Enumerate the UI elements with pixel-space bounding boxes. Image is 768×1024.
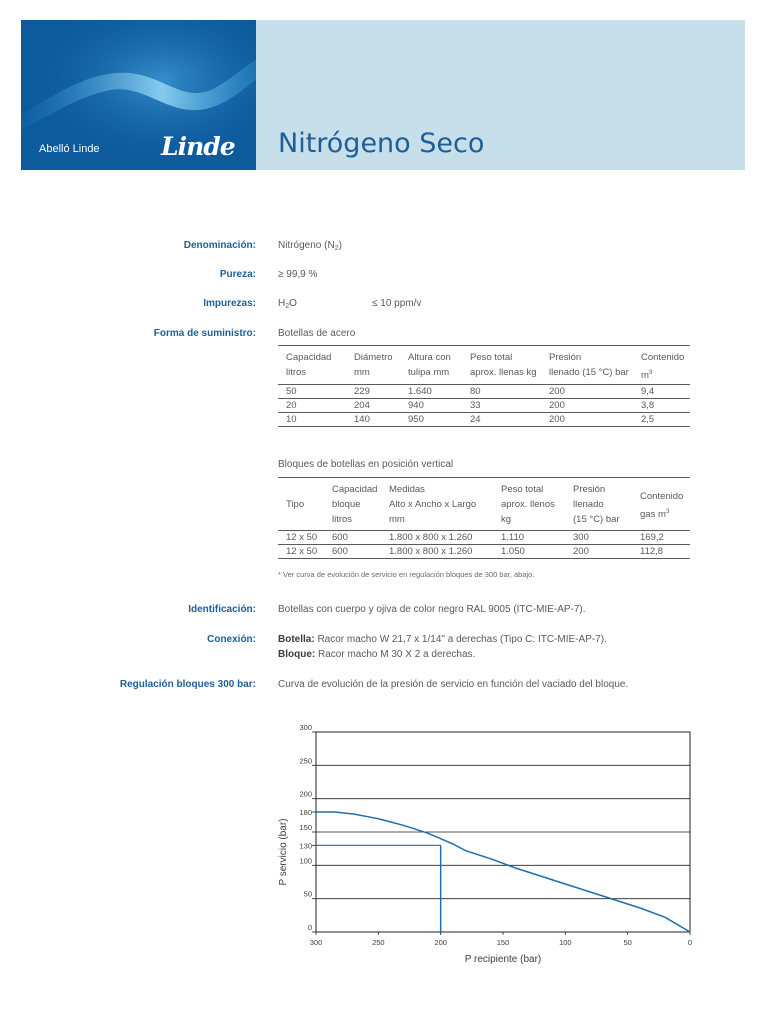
linde-logo: Linde xyxy=(161,132,235,161)
table-cell: 1.800 x 800 x 1.260 xyxy=(389,532,473,543)
y-tick-label: 100 xyxy=(299,856,312,866)
y-tick-label: 250 xyxy=(299,756,312,766)
table-row xyxy=(278,399,690,413)
bottles-header-cell: Peso total aprox. llenas kg xyxy=(470,352,537,378)
regulacion-value: Curva de evolución de la presión de servicio en función del vaciado del bloque. xyxy=(278,679,629,690)
table-cell: 112,8 xyxy=(640,546,664,557)
table-row xyxy=(278,413,690,427)
table-cell: 1.110 xyxy=(501,532,525,543)
x-tick-label: 300 xyxy=(309,938,323,947)
table-cell: 200 xyxy=(549,386,565,397)
table-cell: 24 xyxy=(470,414,481,425)
bottles-table-header xyxy=(278,345,690,385)
table-row xyxy=(278,545,690,559)
conexion-label: Conexión: xyxy=(207,634,256,645)
y-tick-label: 180 xyxy=(299,808,312,817)
table-cell: 1.800 x 800 x 1.260 xyxy=(389,546,473,557)
page-title: Nitrógeno Seco xyxy=(278,128,485,159)
bottles-header-cell: Contenido $m^3$ xyxy=(641,352,685,382)
brand-banner xyxy=(21,20,256,170)
table-cell: 204 xyxy=(354,400,370,411)
blocks-header-cell: Presión llenado (15 °C) bar xyxy=(573,484,620,525)
x-tick-label: 50 xyxy=(623,938,632,947)
y-axis-label: P servicio (bar) xyxy=(278,818,289,886)
y-tick-label: 300 xyxy=(299,723,312,732)
table-cell: 229 xyxy=(354,386,370,397)
table-cell: 1.050 xyxy=(501,546,525,557)
conexion-bloque: Bloque: Racor macho M 30 X 2 a derechas. xyxy=(278,649,476,660)
y-tick-label: 0 xyxy=(307,923,312,932)
footnote: * Ver curva de evolución de servicio en regulación bloques de 300 bar, abajo. xyxy=(278,570,535,579)
table-cell: 9,4 xyxy=(641,386,655,397)
table-cell: 600 xyxy=(332,532,348,543)
table-cell: 12 x 50 xyxy=(286,546,318,557)
blocks-title: Bloques de botellas en posición vertical xyxy=(278,459,454,470)
table-row xyxy=(278,385,690,399)
brand-name: Abelló Linde xyxy=(39,143,100,155)
blocks-header-cell: Contenido gas $m^3$ xyxy=(640,491,684,521)
table-cell: 200 xyxy=(549,414,565,425)
table-cell: 33 xyxy=(470,400,481,411)
x-tick-label: 200 xyxy=(434,938,447,947)
x-axis-label: P recipiente (bar) xyxy=(464,954,542,965)
blocks-header-cell: Capacidad bloque litros xyxy=(332,484,378,525)
denominacion-value: Nitrógeno $(N_2)$ xyxy=(278,240,342,252)
blocks-header-cell: Tipo xyxy=(286,499,305,510)
table-cell: 940 xyxy=(408,400,424,411)
y-tick-label: 200 xyxy=(299,789,312,799)
bottles-header-cell: Altura con tulipa mm xyxy=(408,352,451,378)
title-band xyxy=(256,20,745,170)
y-tick-label: 150 xyxy=(299,823,312,832)
table-cell: 1.640 xyxy=(408,386,432,397)
y-tick-label: 130 xyxy=(299,841,312,851)
impurezas-limit: ≤ 10 ppm/v xyxy=(372,298,422,309)
bottles-header-cell: Capacidad litros xyxy=(286,352,332,378)
table-cell: 80 xyxy=(470,386,481,397)
x-tick-label: 250 xyxy=(372,938,385,947)
table-cell: 300 xyxy=(573,532,589,543)
table-cell: 200 xyxy=(573,546,589,557)
table-cell: 950 xyxy=(408,414,424,425)
pureza-label: Pureza: xyxy=(219,269,256,280)
table-cell: 20 xyxy=(286,400,297,411)
table-cell: 10 xyxy=(286,414,297,425)
impurezas-compound: $H_2O$ xyxy=(278,298,297,310)
bottles-header-cell: Diámetro mm xyxy=(354,352,393,378)
forma-value: Botellas de acero xyxy=(278,328,356,339)
bottles-header-cell: Presión llenado (15 °C) bar xyxy=(549,352,629,378)
conexion-botella: Botella: Racor macho W 21,7 x 1/14" a derechas (Tipo C: ITC-MIE-AP-7). xyxy=(278,634,607,645)
regulacion-label: Regulación bloques 300 bar: xyxy=(119,679,256,690)
bottles-table xyxy=(278,345,690,427)
table-cell: 600 xyxy=(332,546,348,557)
table-cell: 140 xyxy=(354,414,370,425)
table-cell: 12 x 50 xyxy=(286,532,318,543)
forma-label: Forma de suministro: xyxy=(153,328,256,339)
x-tick-label: 150 xyxy=(496,938,510,947)
series-line xyxy=(316,812,690,932)
x-tick-label: 0 xyxy=(687,938,693,947)
blocks-table xyxy=(278,477,690,559)
impurezas-label: Impurezas: xyxy=(203,298,256,309)
identificacion-label: Identificación: xyxy=(188,604,256,615)
blocks-header-cell: Medidas Alto x Ancho x Largo mm xyxy=(389,484,477,525)
blocks-table-header xyxy=(278,477,690,531)
table-cell: 2,5 xyxy=(641,414,655,425)
denominacion-label: Denominación: xyxy=(183,240,256,251)
table-cell: 3,8 xyxy=(641,400,655,411)
table-cell: 200 xyxy=(549,400,565,411)
x-tick-label: 100 xyxy=(559,938,572,947)
blocks-header-cell: Peso total aprox. llenos kg xyxy=(501,484,555,525)
pressure-chart xyxy=(270,722,700,972)
table-cell: 169,2 xyxy=(640,532,664,543)
table-row xyxy=(278,531,690,545)
table-cell: 50 xyxy=(286,386,297,397)
identificacion-value: Botellas con cuerpo y ojiva de color negro RAL 9005 (ITC-MIE-AP-7). xyxy=(278,604,586,615)
pureza-value: ≥ 99,9 % xyxy=(278,269,318,280)
y-tick-label: 50 xyxy=(303,889,312,899)
